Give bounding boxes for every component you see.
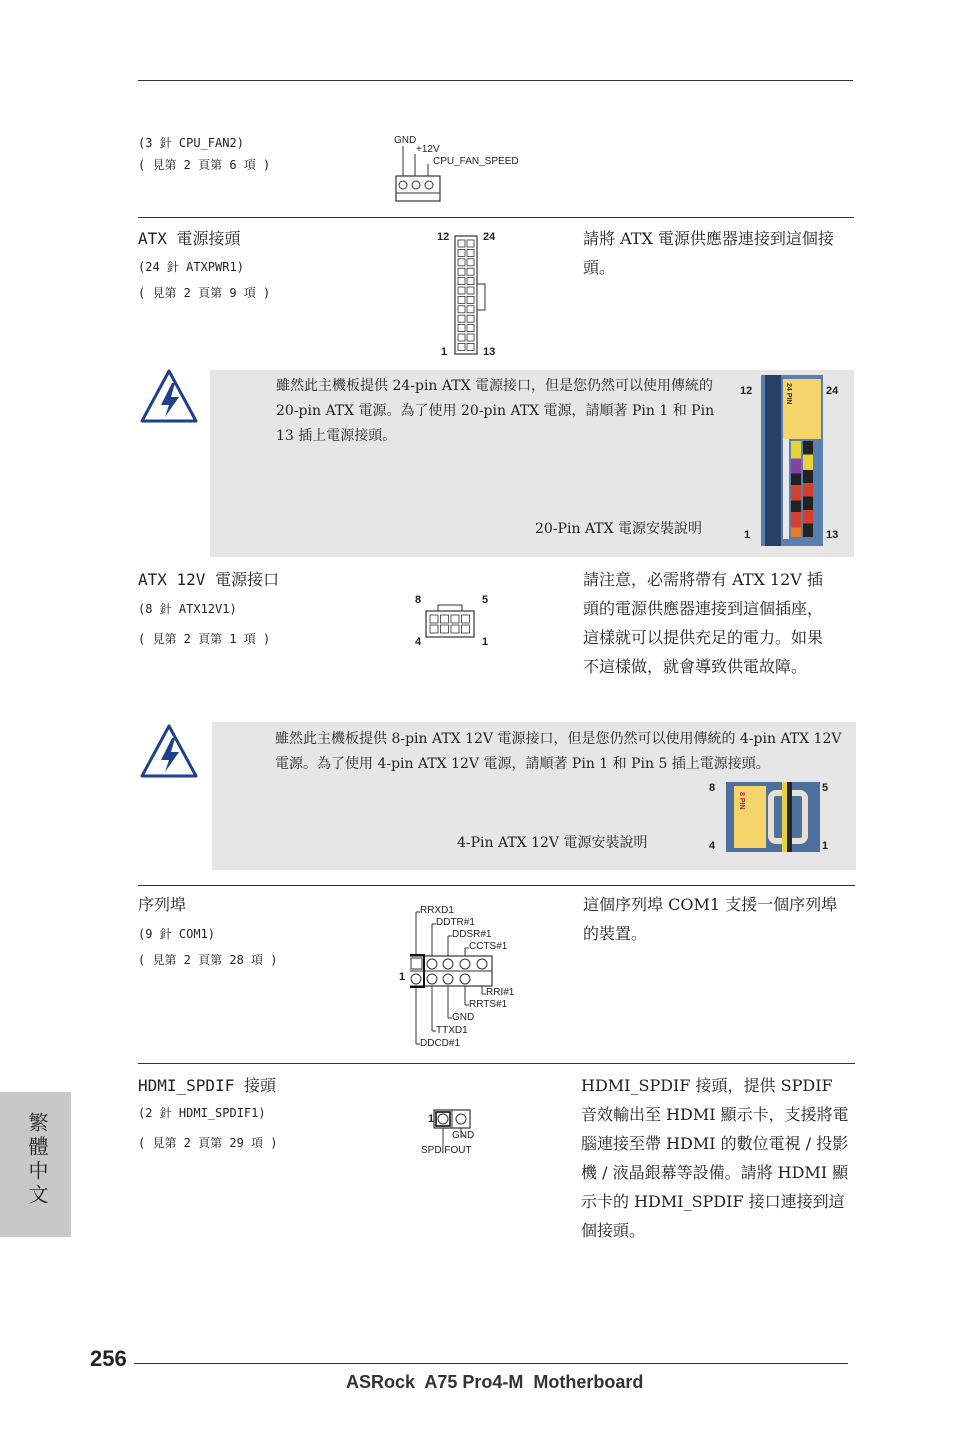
atx12v-photo-label-5: 5 [822,782,829,794]
com-pin-ccts1: CCTS#1 [469,941,508,952]
atx12v-note-caption: 4-Pin ATX 12V 電源安裝說明 [457,835,648,851]
hdmi-desc: HDMI_SPDIF 接頭，提供 SPDIF 音效輸出至 HDMI 顯示卡，支援將電腦連接至帶 HDMI 的數位電視 / 投影機 / 液晶銀幕等設備。請將 HDMI 顯示卡的 HDMI_SPDIF 接口連接到這個接頭。 [581,1076,849,1240]
rule-2 [138,885,855,886]
top-rule [138,80,853,81]
atx-power-desc: 請將 ATX 電源供應器連接到這個接頭。 [583,229,834,277]
atx-photo-label-24: 24 [826,385,839,397]
atx12v-pin-1: 1 [482,636,489,648]
atx12v-photo-label-1: 1 [822,840,829,852]
atx12v-pin-5: 5 [482,594,489,606]
atx-power-pin-24: 24 [483,231,496,243]
atx-note-text: 雖然此主機板提供 24-pin ATX 電源接口，但是您仍然可以使用傳統的 20-pin ATX 電源。為了使用 20-pin ATX 電源，請順著 Pin 1 和 Pin 13 插上電源接頭。 [276,378,715,444]
atx12v-8pin-connector-diagram [424,604,478,640]
cpu-fan2-ref: ( 見第 2 頁第 6 項 ) [138,158,271,172]
hdmi-sub: (2 針 HDMI_SPDIF1) [138,1106,266,1120]
atx-note-caption: 20-Pin ATX 電源安裝說明 [535,521,703,537]
com-pin-1-label: 1 [399,971,406,983]
atx-power-title: ATX 電源接頭 [138,229,241,248]
atx-power-pin-1: 1 [441,346,448,358]
atx-photo-label-13: 13 [826,529,839,541]
com-ref: ( 見第 2 頁第 28 項 ) [138,953,278,967]
com-title: 序列埠 [138,895,187,914]
com-sub: (9 針 COM1) [138,927,216,941]
hdmi-title: HDMI_SPDIF 接頭 [138,1076,276,1095]
atx12v-sub: (8 針 ATX12V1) [138,602,237,616]
atx-photo-label-12: 12 [740,385,753,397]
cpu-fan2-pin-12v: +12V [416,144,440,155]
atx12v-pin-8: 8 [415,594,422,606]
atx12v-8pin-photo [726,782,820,852]
rule-1 [138,217,854,218]
atx-power-pin-13: 13 [483,346,496,358]
hdmi-ref: ( 見第 2 頁第 29 項 ) [138,1136,278,1150]
atx12v-note-text: 雖然此主機板提供 8-pin ATX 12V 電源接口，但是您仍然可以使用傳統的 4-pin ATX 12V 電源。為了使用 4-pin ATX 12V 電源，請順著 Pin 1 和 Pin 5 插上電源接頭。 [275,731,842,772]
atx-photo-label-1: 1 [744,529,751,541]
com-desc: 這個序列埠 COM1 支援一個序列埠的裝置。 [583,895,838,943]
hdmi-pin-gnd: GND [452,1130,475,1141]
com-pin-rrxd1: RRXD1 [420,905,454,916]
rule-3 [138,1063,855,1064]
atx12v-desc: 請注意，必需將帶有 ATX 12V 插頭的電源供應器連接到這個插座，這樣就可以提供充足的電力。如果不這樣做，就會導致供電故障。 [583,570,824,676]
atx-24pin-connector-diagram [452,234,492,358]
warning-icon [139,367,199,425]
atx12v-title: ATX 12V 電源接口 [138,570,280,589]
com-pin-gnd: GND [452,1012,475,1023]
atx12v-photo-label-8: 8 [709,782,716,794]
com-pin-ddsr1: DDSR#1 [452,929,492,940]
com-pin-ddtr1: DDTR#1 [436,917,475,928]
hdmi-pin-spdifout: SPDIFOUT [421,1145,472,1156]
atx-power-sub: (24 針 ATXPWR1) [138,260,244,274]
atx-photo-text: 24 PIN [785,383,792,405]
cpu-fan2-sub: (3 針 CPU_FAN2) [138,136,244,150]
language-side-tab [0,1092,71,1237]
footer-title: ASRock A75 Pro4-M Motherboard [346,1372,644,1392]
com-pin-ttxd1: TTXD1 [436,1025,468,1036]
cpu-fan2-pin-speed: CPU_FAN_SPEED [433,156,519,167]
atx-24pin-photo [761,375,823,546]
language-tab-label: 繁體中文 [25,1112,49,1208]
footer-rule [134,1363,848,1364]
atx-power-pin-12: 12 [437,231,450,243]
warning-icon-2 [139,722,199,780]
com-pin-rri1: RRI#1 [486,987,515,998]
atx12v-photo-label-4: 4 [709,840,716,852]
hdmi-pin-1: 1 [428,1113,435,1125]
page-number: 256 [90,1346,127,1371]
com-pin-ddcd1: DDCD#1 [420,1038,461,1049]
hdmi-spdif-connector-diagram [433,1108,475,1148]
atx12v-pin-4: 4 [415,636,422,648]
atx12v-ref: ( 見第 2 頁第 1 項 ) [138,632,271,646]
atx12v-photo-text: 8 PIN [738,792,745,810]
atx-power-ref: ( 見第 2 頁第 9 項 ) [138,286,271,300]
cpu-fan2-pin-gnd: GND [394,135,417,146]
cpu-fan2-connector-diagram [394,146,444,204]
com-pin-rrts1: RRTS#1 [469,999,508,1010]
